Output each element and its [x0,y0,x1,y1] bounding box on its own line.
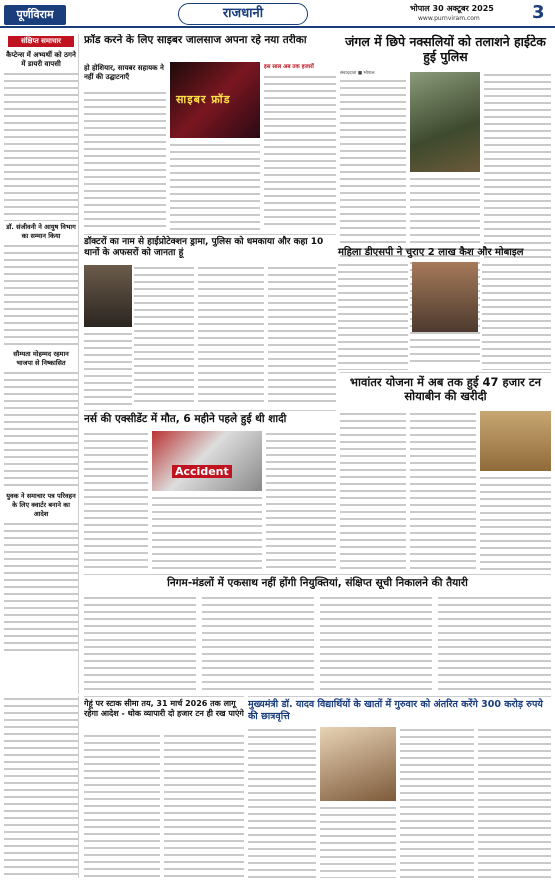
story-nigam-text [84,595,196,692]
story-scholarship [248,696,551,878]
story-nurse-text [84,431,148,570]
story-naxal-image [410,72,480,172]
story-dsp-text [338,262,408,370]
story-scholarship-text-3 [400,727,474,878]
story-bhavantar-text-2 [410,411,476,570]
story-dsp-image [412,262,478,332]
story-wheat-text [84,733,160,878]
dateline: भोपाल 30 अक्टूबर 2025 [410,4,494,13]
story-cyber-text [84,90,166,230]
story-nurse-caption: Accident [172,465,232,478]
story-dsp-text-2 [482,262,551,370]
story-wheat-title: गेहूं पर स्टाक सीमा तय, 31 मार्च 2026 तक लागू रहेगा आदेश - थोक व्यापारी दो हजार टन ही रख पाएंगे [84,699,244,718]
story-scholarship-text-4 [478,727,551,878]
story-nigam-text-3 [320,595,432,692]
story-bhavantar-title: भावांतर योजना में अब तक हुई 47 हजार टन सोयाबीन की खरीदी [349,375,542,403]
story-doctor-text-3 [198,265,264,406]
story-cyber-text-3 [264,74,336,230]
story-wheat-stock [84,696,244,878]
story-scholarship-image [320,727,396,801]
section-name: राजधानी [178,3,308,25]
page-number: 3 [532,2,545,23]
sidebar-bottom [4,696,79,878]
story-doctor-text [134,265,194,406]
story-naxal-byline: संवाददाता ■ भोपाल [340,71,375,76]
site-url[interactable]: www.purnviram.com [418,15,480,22]
story-cyber-title: फ्रॉड करने के लिए साइबर जालसाज अपना रहे नया तरीका [84,34,307,46]
sidebar-headline-1: कैप्टेन्स में अभ्यर्थी को ठगने में डायरी वापसी [6,51,76,68]
story-cyber-image [170,62,260,138]
story-nigam-text-4 [438,595,551,692]
story-doctor-image [84,265,132,327]
masthead [0,0,555,28]
story-nigam-mandal [84,574,551,692]
story-doctor-title: डॉक्टरों का नाम से हाईप्रोटेक्शन ड्रामा, पुलिस को धमकाया और कहा 10 थानों के अफसरों को जानता हूं [84,237,324,258]
story-nigam-text-2 [202,595,314,692]
sidebar-text-3 [4,370,78,490]
sidebar-headline-3: सौम्यता मोहम्मद रहमान भाजपा से निष्कासित [13,350,69,367]
story-cyber-badge: इस साल अब तक हजारों [264,64,314,70]
sidebar-text-2 [4,243,78,348]
story-cyber-text-2 [170,142,260,230]
story-doctor-text-2 [84,331,132,406]
story-nurse-image [152,431,262,491]
story-wheat-text-2 [164,733,244,878]
story-nurse-title: नर्स की एक्सीडेंट में मौत, 6 महीने पहले हुई थी शादी [84,413,287,425]
story-dsp-theft [258,246,551,370]
story-bhavantar-text [340,411,406,570]
story-cyber-caption: साइबर फ्रॉड [176,93,231,106]
sidebar-text-1 [4,71,78,221]
story-nigam-title: निगम-मंडलों में एकसाथ नहीं होंगी नियुक्तियां, संक्षिप्त सूची निकालने की तैयारी [167,577,468,589]
story-nurse-accident [84,410,336,570]
sidebar-tag: संक्षिप्त समाचार [8,36,74,47]
sidebar-text-4 [4,521,78,651]
story-cyber-fraud [84,34,336,230]
story-naxal-title: जंगल में छिपे नक्सलियों को तलाशने हाईटेक हुई पुलिस [345,34,546,64]
story-nurse-text-2 [152,495,262,570]
sidebar-headline-4: युवक ने समाचार पत्र परिवहन के लिए क्वार्टर बनाने का आदेश [6,492,76,518]
story-cyber-sub: हो होशियार, सायबर सहायक ने नहीं की उद्घाटनाएँ [84,64,164,81]
brand-logo: पूर्णविराम [4,5,66,25]
sidebar [4,34,79,694]
story-bhavantar-text-3 [480,475,551,570]
sidebar-headline-2: डॉ. संजीवनी ने आयुष विभाग का सम्मान किया [6,223,76,240]
story-dsp-title: महिला डीएसपी ने चुराए 2 लाख कैश और मोबाइल [338,247,524,258]
story-bhavantar [340,372,551,570]
story-scholarship-text [248,727,316,878]
story-scholarship-text-2 [320,805,396,878]
story-scholarship-title: मुख्यमंत्री डॉ. यादव विद्यार्थियों के खातों में गुरुवार को अंतरित करेंगे 300 करोड़ रुपये की छात्रवृत्ति [248,699,543,722]
story-bhavantar-image [480,411,551,471]
story-nurse-text-3 [266,431,336,570]
